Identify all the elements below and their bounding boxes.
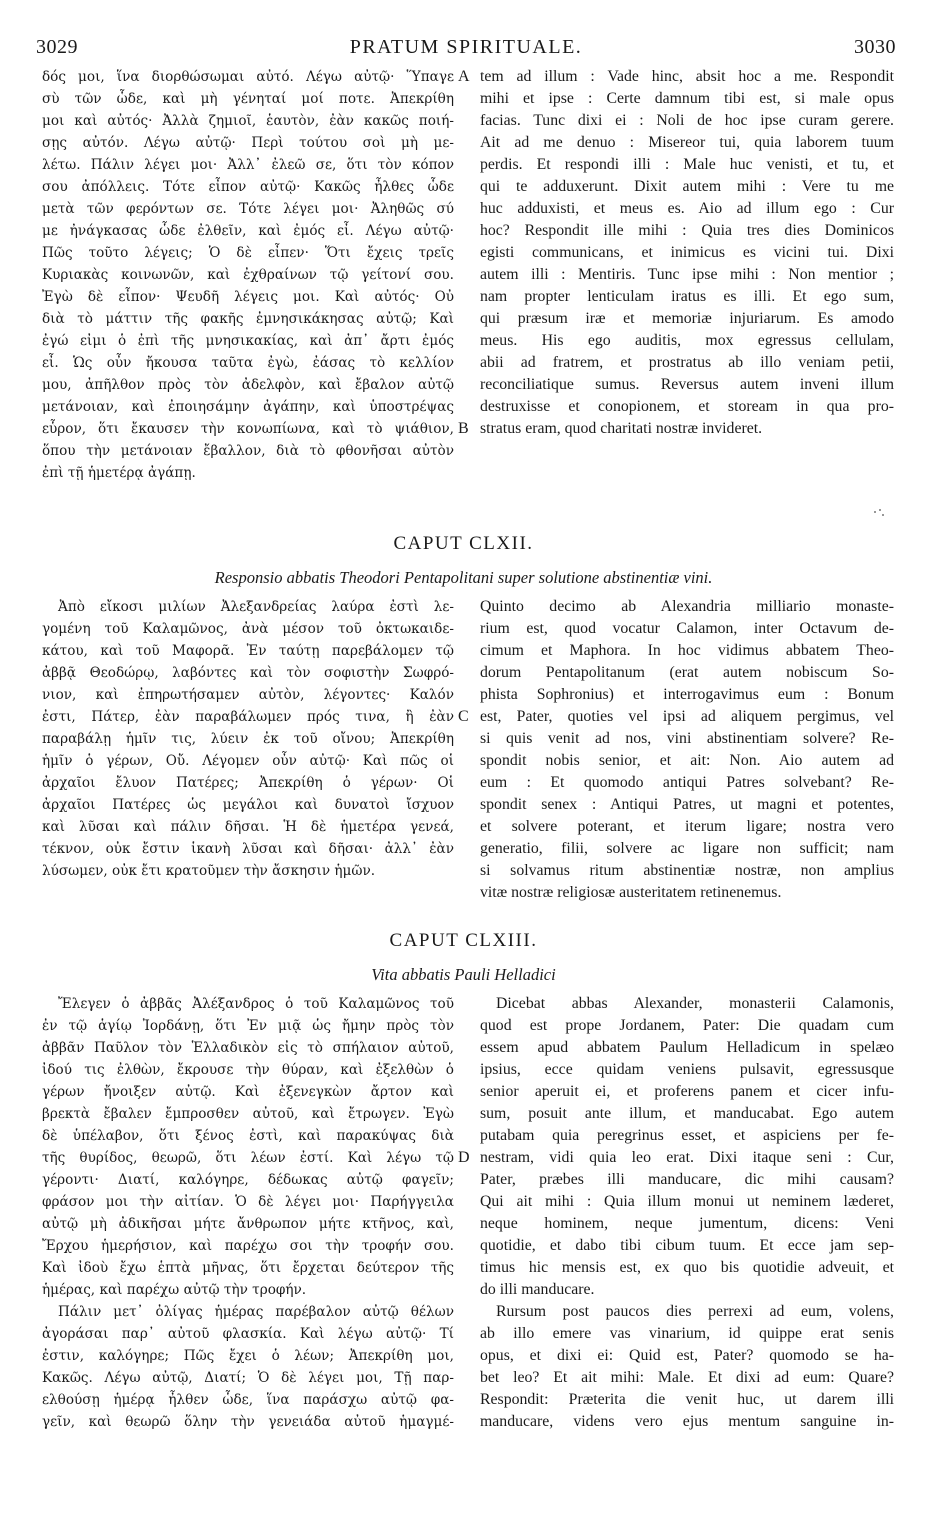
text-line: nam propter lenticulam iratus es illi. Et ego sum, bbox=[480, 288, 894, 305]
text-line: hoc? Respondit ille mihi : Quia tres dies Dominicos bbox=[480, 222, 894, 239]
text-line: timus hic mensis est, ex quo bis quotidie adveuit, et bbox=[480, 1259, 894, 1276]
text-line: γεῖν, καὶ θεωρῶ ὅλην τὴν γενειάδα αὐτοῦ ἡμαγμέ- bbox=[42, 1414, 454, 1430]
latin-column-continuation bbox=[480, 66, 894, 440]
text-line: Ἐγὼ δὲ εἶπον· Ψευδῆ λέγεις μοι. Καὶ αὐτός· Οὐ bbox=[42, 289, 454, 305]
text-line: ἡμέρας, καὶ παρέχω αὐτῷ τὴν τροφήν. bbox=[42, 1282, 307, 1298]
text-line: neque hominem, neque jumentum, dicens: Veni bbox=[480, 1215, 894, 1232]
text-line: ἀρχαῖοι ἔλυον Πατέρες; Ἀπεκρίθη ὁ γέρων· Οἱ bbox=[42, 775, 454, 791]
text-line: ab illo emere vas vinarium, id quippe erat senis bbox=[480, 1325, 894, 1342]
latin-column-clxiii bbox=[480, 993, 894, 1433]
text-line: phista Sophronius) et interrogavimus eum : Bonum bbox=[480, 686, 894, 703]
text-line: Respondit: Præterita die venit huc, ut darem illi bbox=[480, 1391, 894, 1408]
text-line: ελθούσῃ ἡμέρᾳ ἦλθεν ὧδε, ἵνα παράσχω αὐτῷ φα- bbox=[42, 1392, 454, 1408]
text-line: et solvere poterant, et iterum ligare; nostra vero bbox=[480, 818, 894, 835]
text-line: facias. Tunc dixi ei : Noli de hoc ipse curam gerere. bbox=[480, 112, 894, 129]
text-line: διὰ τὸ μάττιν τῆς φακῆς ἐμνησικάκησας αὐτῷ; Καὶ bbox=[42, 311, 454, 327]
text-line: σου ἀπόλλεις. Τότε εἶπον αὐτῷ· Κακῶς ἦλθες ὧδε bbox=[42, 179, 454, 195]
text-line: bet leo? Et ait mihi: Male. Et dixi ad eum: Quare? bbox=[480, 1369, 894, 1386]
text-line: Pater, præbes illi manducare, dic mihi causam? bbox=[480, 1171, 894, 1188]
text-line: si quis venit ad nos, vini abstinentiam solvere? Re- bbox=[480, 730, 894, 747]
text-line: τέκνον, οὐκ ἔστιν ἱκανὴ λῦσαι καὶ δῆσαι· ἀλλ᾽ ἐὰν bbox=[42, 841, 454, 857]
text-line: ἐν τῷ ἁγίῳ Ἰορδάνῃ, ὅτι Ἐν μιᾷ ὡς ἤμην πρὸς τὸν bbox=[42, 1018, 454, 1034]
text-line: σῃς αὐτόν. Λέγω αὐτῷ· Περὶ τούτου σοὶ μὴ με- bbox=[42, 135, 454, 151]
text-line: βρεκτὰ ἔβαλεν ἔμπροσθεν αὐτοῦ, καὶ ἔτρωγεν. Ἐγὼ bbox=[42, 1106, 454, 1122]
margin-marker-b: B bbox=[458, 420, 469, 437]
text-line: qui te adduxerunt. Dixit autem mihi : Vere tu me bbox=[480, 178, 894, 195]
text-line: abii ad fratrem, et prostratus ab illo veniam petii, bbox=[480, 354, 894, 371]
text-line: καὶ λῦσαι καὶ πάλιν δῆσαι. Ἡ δὲ ἡμετέρα γενεά, bbox=[42, 819, 454, 835]
text-line: generatio, filii, solvere ac ligare non sufficit; nam bbox=[480, 840, 894, 857]
text-line: senior aperuit ei, et proferens panem et cicer infu- bbox=[480, 1083, 894, 1100]
margin-marker-a: A bbox=[458, 68, 470, 85]
text-line: με ἠνάγκασας ὧδε ἐλθεῖν, καὶ ἐμός εἶ. Λέγω αὐτῷ· bbox=[42, 223, 454, 239]
greek-column-clxiii bbox=[42, 993, 454, 1433]
text-line: ἐστι, Πάτερ, ἐὰν παραβάλωμεν πρός τινα, ἢ ἐὰν bbox=[42, 709, 454, 725]
text-line: putabam quia peregrinus esset, et aspiciens per fe- bbox=[480, 1127, 894, 1144]
text-line: vitæ nostræ religiosæ austeritatem retinenemus. bbox=[480, 884, 782, 901]
text-line: Ἀπὸ εἴκοσι μιλίων Ἀλεξανδρείας λαύρα ἐστὶ λε- bbox=[58, 599, 454, 615]
text-line: Dicebat abbas Alexander, monasterii Calamonis, bbox=[496, 995, 894, 1012]
text-line: si solvamus ritum abstinentiæ nostræ, non amplius bbox=[480, 862, 894, 879]
page-number-right: 3030 bbox=[854, 36, 896, 58]
text-line: est, Pater, quoties vel ipsi ad aliquem pergimus, vel bbox=[480, 708, 894, 725]
text-line: quod est prope Jordanem, Pater: Die quadam cum bbox=[480, 1017, 894, 1034]
text-line: λύσωμεν, οὐκ ἔτι κρατοῦμεν τὴν ἄσκησιν ἡμῶν. bbox=[42, 863, 376, 879]
text-line: μετὰ τῶν φερόντων σε. Τότε λέγει μοι· Ἀληθῶς σύ bbox=[42, 201, 454, 217]
chapter-heading-clxii: CAPUT CLXII. bbox=[393, 533, 534, 554]
text-line: eum : Et quomodo antiqui Patres solvebant? Re- bbox=[480, 774, 894, 791]
text-line: εὗρον, ὅτι ἔκαυσεν τὴν κονωπίωνα, καὶ τὸ ψιάθιον, bbox=[42, 421, 454, 437]
text-line: Πῶς τοῦτο λέγεις; Ὁ δὲ εἶπεν· Ὅτι ἔχεις τρεῖς bbox=[42, 245, 454, 261]
text-line: αὐτῷ μὴ ἀδικῆσαι μήτε ἄνθρωπον μήτε κτῆνος, καὶ, bbox=[42, 1216, 454, 1232]
chapter-subtitle-clxii: Responsio abbatis Theodori Pentapolitani super solutione abstinentiæ vini. bbox=[214, 568, 713, 587]
text-line: ipsius, ecce quidam veniens pulsavit, egressusque bbox=[480, 1061, 894, 1078]
text-line: μου, ἀπῆλθον πρὸς τὸν ἀδελφὸν, καὶ ἔβαλον αὐτῷ bbox=[42, 377, 454, 393]
text-line: παραβάλῃ ἡμῖν τις, λύειν ἐκ τοῦ οἴνου; Ἀπεκρίθη bbox=[42, 731, 454, 747]
greek-column-clxii bbox=[42, 596, 454, 882]
text-line: ὅπου τὴν μετάνοιαν ἔβαλλον, διὰ τὸ φθονῆσαι αὐτὸν bbox=[42, 443, 454, 459]
text-line: ἰδού τις ἐλθὼν, ἔκρουσε τὴν θύραν, καὶ ἐξελθὼν ὁ bbox=[42, 1062, 454, 1078]
text-line: ἐστιν, καλόγηρε; Πῶς ἔχει ὁ λέων; Ἀπεκρίθη μοι, bbox=[42, 1348, 454, 1364]
text-line: Κακῶς. Λέγω αὐτῷ, Διατί; Ὁ δὲ λέγει μοι, Τῇ παρ- bbox=[42, 1370, 454, 1386]
text-line: ἀγοράσαι παρ᾽ αὐτοῦ φλασκία. Καὶ λέγω αὐτῷ· Τί bbox=[42, 1326, 454, 1342]
text-line: quotidie, et dabo tibi cibum tuum. Et ecce jam sep- bbox=[480, 1237, 894, 1254]
text-line: meus. His ego auditis, mox egressus cellulam, bbox=[480, 332, 894, 349]
text-line: Ait ad me denuo : Misereor tui, quia laborem tuum bbox=[480, 134, 894, 151]
text-line: ἀρχαῖοι Πατέρες ὡς μεγάλοι καὶ δυνατοὶ ἴσχυον bbox=[42, 797, 454, 813]
text-line: huc adduxisti, et meus es. Aio ad illum ego : Cur bbox=[480, 200, 894, 217]
text-line: Rursum post paucos dies perrexi ad eum, volens, bbox=[496, 1303, 894, 1320]
text-line: Καὶ ἰδοὺ ἔχω ἑπτὰ μῆνας, ὅτι ἔρχεται δεύτερον τῆς bbox=[42, 1260, 454, 1276]
text-line: ἀββᾶν Παῦλον τὸν Ἑλλαδικὸν εἰς τὸ σπήλαιον αὐτοῦ, bbox=[42, 1040, 454, 1056]
text-line: spondit senex : Antiqui Patres, ut magni et potentes, bbox=[480, 796, 894, 813]
text-line: perdis. Et respondi illi : Male huc venisti, et tu, et bbox=[480, 156, 894, 173]
greek-column-continuation bbox=[42, 66, 454, 484]
print-speck bbox=[872, 508, 886, 518]
margin-marker-c: C bbox=[458, 708, 469, 725]
text-line: tem ad illum : Vade hinc, absit hoc a me. Respondit bbox=[480, 68, 894, 85]
text-line: autem illi : Mentiris. Tunc ipse mihi : Non mentior ; bbox=[480, 266, 894, 283]
margin-marker-d: D bbox=[458, 1149, 470, 1166]
text-line: Quinto decimo ab Alexandria milliario monaste- bbox=[480, 598, 894, 615]
text-line: φράσον μοι τὴν αἰτίαν. Ὁ δὲ λέγει μοι· Παρήγγειλα bbox=[42, 1194, 454, 1210]
text-line: qui præsum iræ et memoriæ injuriarum. Es amodo bbox=[480, 310, 894, 327]
text-line: Qui ait mihi : Quia illum monui ut neminem læderet, bbox=[480, 1193, 894, 1210]
text-line: manducare, videns vero ejus mentum sanguine in- bbox=[480, 1413, 894, 1430]
text-line: destruxisse et conopionem, et stoream in qua pro- bbox=[480, 398, 894, 415]
text-line: σὺ τῶν ὧδε, καὶ μὴ γένηταί μοί ποτε. Ἀπεκρίθη bbox=[42, 91, 454, 107]
latin-column-clxii bbox=[480, 596, 894, 904]
text-line: νιον, καὶ ἐπηρωτήσαμεν αὐτὸν, λέγοντες· Καλόν bbox=[42, 687, 454, 703]
chapter-subtitle-clxiii: Vita abbatis Pauli Helladici bbox=[371, 965, 556, 984]
text-line: ἀββᾷ Θεοδώρῳ, λαβόντες καὶ τὸν σοφιστὴν Σωφρό- bbox=[42, 665, 454, 681]
text-line: δός μοι, ἵνα διορθώσωμαι αὐτό. Λέγω αὐτῷ· Ὕπαγε bbox=[42, 69, 454, 85]
text-line: egisti communicans, et inimicus es vicini tui. Dixi bbox=[480, 244, 894, 261]
text-line: κάτου, καὶ τοῦ Μαφορᾶ. Ἐν ταύτῃ παρεβάλομεν τῷ bbox=[42, 643, 454, 659]
text-line: sum, posuit ante illum, et manducabat. Ego autem bbox=[480, 1105, 894, 1122]
text-line: opus, et dixi ei: Quid est, Pater? quomodo se ha- bbox=[480, 1347, 894, 1364]
text-line: ἐπὶ τῇ ἡμετέρᾳ ἀγάπῃ. bbox=[42, 465, 196, 481]
text-line: mihi et ipse : Certe damnum tibi est, si male opus bbox=[480, 90, 894, 107]
text-line: spondit nobis senior, et ait: Non. Aio autem ad bbox=[480, 752, 894, 769]
text-line: nestram, vidi quia leo erat. Dixi itaque seni : Cur, bbox=[480, 1149, 894, 1166]
text-line: reconciliatique sumus. Reversus autem inveni illum bbox=[480, 376, 894, 393]
text-line: γέρων ἤνοιξεν αὐτῷ. Καὶ ἐξενεγκὼν ἄρτον καὶ bbox=[42, 1084, 454, 1100]
text-line: Κυριακὰς κοινωνῶν, καὶ ἐχθραίνων τῷ γείτονί σου. bbox=[42, 267, 454, 283]
chapter-heading-clxiii: CAPUT CLXIII. bbox=[389, 930, 538, 951]
text-line: Ἔλεγεν ὁ ἀββᾶς Ἀλέξανδρος ὁ τοῦ Καλαμῶνος τοῦ bbox=[58, 996, 454, 1012]
text-line: γομένη τοῦ Καλαμῶνος, ἀνὰ μέσον τοῦ ὀκτωκαιδε- bbox=[42, 621, 454, 637]
running-title: PRATUM SPIRITUALE. bbox=[349, 36, 583, 58]
text-line: εἶ. Ὡς οὖν ἤκουσα ταῦτα ἐγὼ, ἐάσας τὸ κελλίον bbox=[42, 355, 454, 371]
text-line: rium est, quod vocatur Calamon, inter Octavum de- bbox=[480, 620, 894, 637]
text-line: ἐγώ εἰμι ὁ ἐπὶ τῆς μνησικακίας, καὶ ἀπ᾽ ἄρτι ἐμός bbox=[42, 333, 454, 349]
text-line: δὲ ὑπέλαβον, ὅτι ξένος ἐστὶ, καὶ παρακύψας διὰ bbox=[42, 1128, 454, 1144]
text-line: ἡμῖν ὁ γέρων, Οὔ. Λέγομεν οὖν αὐτῷ· Καὶ πῶς οἱ bbox=[42, 753, 454, 769]
text-line: essem apud abbatem Paulum Helladicum in spelæo bbox=[480, 1039, 894, 1056]
text-line: μετάνοιαν, καὶ ἐποιησάμην ἀγάπην, καὶ ὑποστρέψας bbox=[42, 399, 454, 415]
text-line: λέτω. Πάλιν λέγει μοι· Ἀλλ᾽ ἐλεῶ σε, ὅτι τὸν κόπον bbox=[42, 157, 454, 173]
text-line: stratus eram, quod charitati nostræ invideret. bbox=[480, 420, 763, 437]
text-line: dorum Pentapolitanum (erat autem nobiscum So- bbox=[480, 664, 894, 681]
running-header bbox=[36, 36, 896, 60]
text-line: μοι καὶ αὐτός· Ἀλλὰ ζημιοῖ, ἑαυτὸν, ἐὰν κακῶς ποιή- bbox=[42, 113, 454, 129]
page-number-left: 3029 bbox=[36, 36, 78, 58]
text-line: τῆς θυρίδος, θεωρῶ, ὅτι λέων ἐστί. Καὶ λέγω τῷ bbox=[42, 1150, 454, 1166]
text-line: Ἔρχου ἡμερήσιον, καὶ παρέχω σοι τὴν τροφήν σου. bbox=[42, 1238, 454, 1254]
text-line: Πάλιν μετ᾽ ὀλίγας ἡμέρας παρέβαλον αὐτῷ θέλων bbox=[58, 1304, 454, 1320]
text-line: cimum et Maphora. In hoc vidimus abbatem Theo- bbox=[480, 642, 894, 659]
text-line: do illi manducare. bbox=[480, 1281, 595, 1298]
text-line: γέροντι· Διατί, καλόγηρε, δέδωκας αὐτῷ φαγεῖν; bbox=[42, 1172, 454, 1188]
